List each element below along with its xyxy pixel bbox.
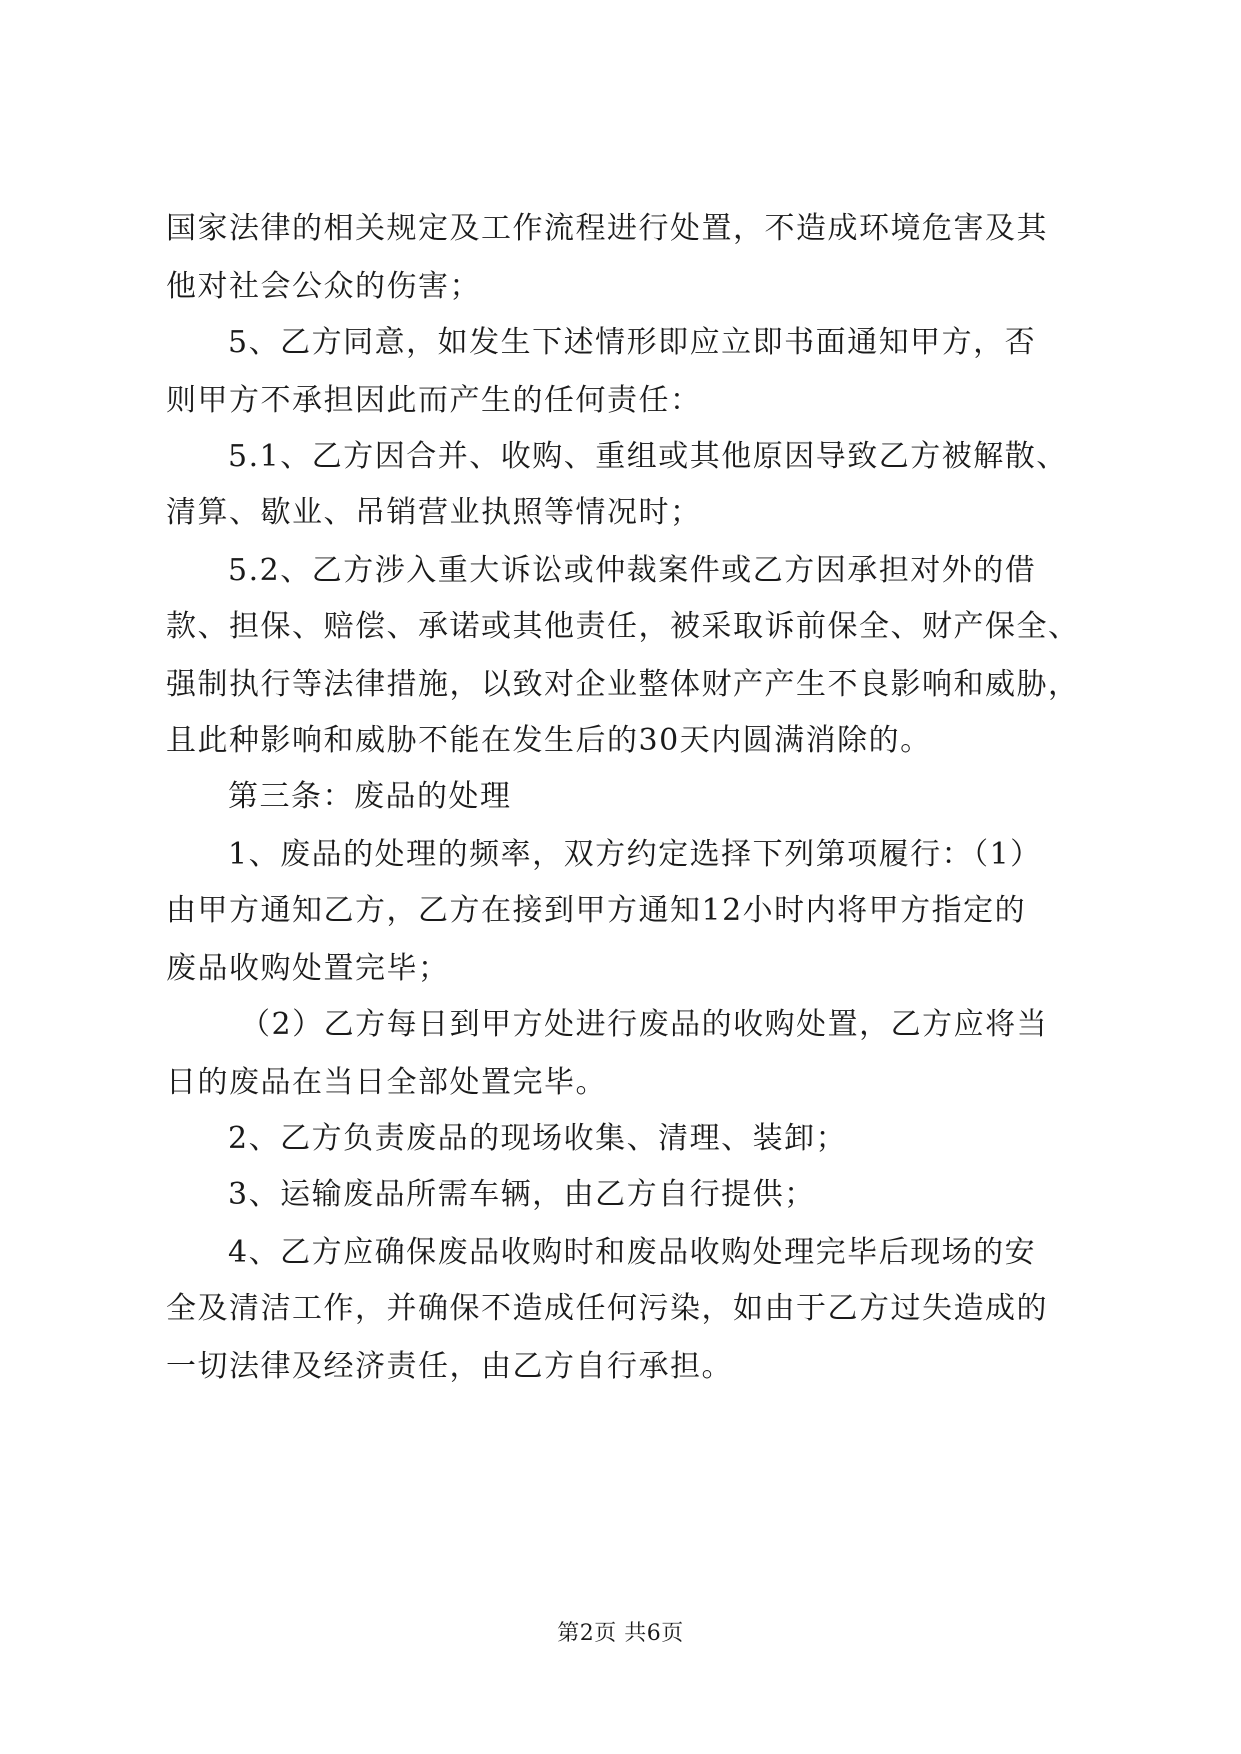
text-line: 废品收购处置完毕； (166, 951, 450, 986)
text-line: 一切法律及经济责任，由乙方自行承担。 (166, 1349, 733, 1384)
text-line: 国家法律的相关规定及工作流程进行处置，不造成环境危害及其 (166, 211, 1048, 246)
text-line: 清算、歇业、吊销营业执照等情况时； (166, 495, 702, 530)
text-line: 全及清洁工作，并确保不造成任何污染，如由于乙方过失造成的 (166, 1291, 1048, 1326)
text-line: 5.1、乙方因合并、收购、重组或其他原因导致乙方被解散、 (228, 439, 1068, 474)
section-heading: 第三条：废品的处理 (228, 779, 512, 814)
text-line: 1、废品的处理的频率，双方约定选择下列第项履行：（1） (228, 837, 1042, 872)
text-line: 由甲方通知乙方，乙方在接到甲方通知12小时内将甲方指定的 (166, 893, 1027, 928)
text-line: 则甲方不承担因此而产生的任何责任： (166, 383, 702, 418)
text-line: 款、担保、赔偿、承诺或其他责任，被采取诉前保全、财产保全、 (166, 609, 1080, 644)
text-line: 日的废品在当日全部处置完毕。 (166, 1065, 607, 1100)
text-line: 2、乙方负责废品的现场收集、清理、装卸； (228, 1121, 848, 1156)
text-line: 他对社会公众的伤害； (166, 269, 481, 304)
text-line: （2）乙方每日到甲方处进行废品的收购处置，乙方应将当 (240, 1007, 1049, 1042)
text-line: 5、乙方同意，如发生下述情形即应立即书面通知甲方，否 (228, 325, 1037, 360)
text-line: 3、运输废品所需车辆，由乙方自行提供； (228, 1177, 816, 1212)
text-line: 4、乙方应确保废品收购时和废品收购处理完毕后现场的安 (228, 1235, 1037, 1270)
page-number-footer: 第2页 共6页 (557, 1621, 684, 1646)
text-line: 5.2、乙方涉入重大诉讼或仲裁案件或乙方因承担对外的借 (228, 553, 1037, 588)
text-line: 强制执行等法律措施，以致对企业整体财产产生不良影响和威胁， (166, 667, 1080, 702)
text-line: 且此种影响和威胁不能在发生后的30天内圆满消除的。 (166, 723, 932, 758)
